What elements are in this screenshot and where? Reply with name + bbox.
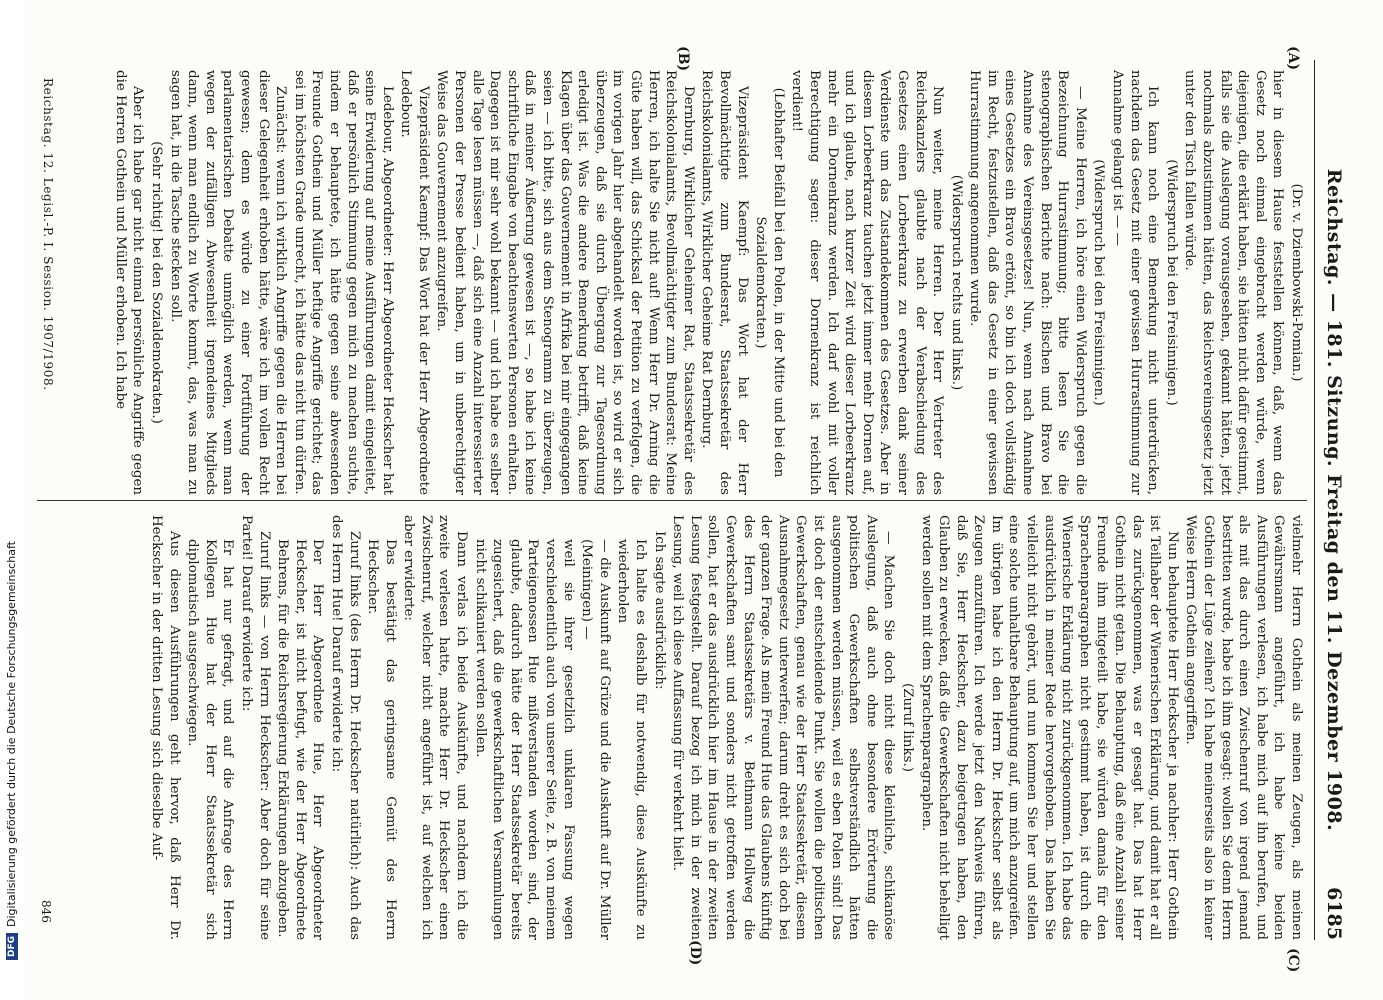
paragraph: Zuruf links — von Herrn Heckscher: Aber doch für seine Partei! Darauf erwiderte ich: — [238, 515, 272, 940]
paragraph: — Machen Sie doch nicht diese kleinliche, schikanöse Auslegung, daß auch ohne besondere Erörterung die politischen Gewerkschaften selbstverständlich hätten ausgenommen werden müssen, weil es eben Polen sind! Das ist doch der entscheidende Punkt. Sie wollen die politischen Gewerkschaften, genau wie der Herr Staatssekretär, diesem Ausnahmegesetz unterwerfen; darum dreht es sich doch bei der ganzen Frage. Als mein Freund Hue das Glaubens künftig des Herrn Staatssekretärs v. Bethmann Hollweg die Gewerkschaften samt und sonders nicht getroffen werden sollen, hat er das ausdrücklich hier im Hause in der zweiten Lesung festgestellt. Darauf bezog ich mich in der zweiten Lesung, weil ich diese Auffassung für verkehrt hielt. — [670, 515, 897, 940]
speaker-paragraph: Dernburg, Wirklicher Geheimer Rat, Staatssekretär des Reichskolonialamts, Bevollmächtigter zum Bundesrat: Meine Herren, ich halte Sie nicht auf! Wenn Herr Dr. Arning die Güte haben will, das Schicksal der Petition zu verfolgen, die im vorigen Jahr hier abgehandelt worden ist, so wird er sich überzeugen, daß sie durch Übergang zur Tagesordnung erledigt ist. Was die andere Bemerkung betrifft, daß keine Klagen über das Gouvernement in Afrika bei mir eingegangen seien — ich bitte, sich aus dem Stenogramm zu überzeugen, daß in meiner Äußerung gewesen ist —, so habe ich keine schriftliche Eingabe von beachtenswerten Personen erhalten. Dagegen ist mir sehr wohl bekannt — und ich habe es selber alle Tage lesen müssen —, daß sich eine Anzahl interessierter Personen der Presse bedient haben, um in unberechtigter Weise das Gouvernement anzugreifen. — [434, 70, 696, 495]
paragraph: Aus diesen Ausführungen geht hervor, daß Herr Dr. Heckscher in der dritten Lesung sich dieselbe Auf- — [149, 515, 182, 940]
paragraph: Nun weiter, meine Herren. Der Herr Vertreter des Reichskanzlers glaubte nach der Verabschiedung des Gesetzes einen Lorbeerkranz zu erwerben dank seiner Verdienste um das Zustandekommen des Gesetzes. Aber in diesem Lorbeerkranz tauchen jetzt immer mehr Dornen auf, und ich glaube, nach kurzer Zeit wird dieser Lorbeerkranz mehr ein Dornenkranz werden. Ich darf wohl mit voller Berechtigung sagen: dieser Dornenkranz ist reichlich verdient! — [789, 70, 946, 495]
speaker-continuation: (Dr. v. Dziembowski-Pomian.) — [1289, 183, 1304, 382]
footer-sheet-number: 846 — [39, 900, 53, 923]
paragraph: Aber ich habe gar nicht einmal persönliche Angriffe gegen die Herren Gothein und Müller erhoben. Ich habe — [112, 70, 146, 495]
header-title: Reichstag. — 181. Sitzung. Freitag den 11. Dezember 1908. — [1323, 168, 1345, 832]
funding-sidebar — [0, 0, 24, 1000]
paragraph: Dann verlas ich beide Auskünfte, und nachdem ich die zweite verlesen hatte, machte Herr Dr. Heckscher einen Zwischenruf, welcher nicht angeführt ist, auf welchen ich aber erwiderte: — [401, 515, 470, 940]
header-page-number: 6185 — [1323, 887, 1345, 940]
page-header — [1314, 60, 1349, 940]
speaker-paragraph: Vizepräsident Kaempf: Das Wort hat der Herr Bevollmächtigte zum Bundesrat, Staatssekretär des Reichskolonialamts, Wirklicher Geheime Rat Dernburg. — [699, 70, 750, 495]
quotation: Er hat nur gefragt, und auf die Anfrage des Herrn Kollegen Hue hat der Herr Staatssekretär sich diplomatisch ausgeschwiegen. — [185, 539, 236, 940]
quotation: Der Herr Abgeordnete Hue, Herr Abgeordneter Heckscher, ist nicht befugt, wie der Herr Abgeordnete Behrens, für die Reichsregierung Erklärungen abzugeben. — [275, 539, 326, 940]
paragraph: Zuruf links (des Herrn Dr. Heckscher natürlich): Auch das des Herrn Hue! Darauf erwiderte ich: — [328, 515, 362, 940]
quotation: — die Auskunft auf Grüze und die Auskunft auf Dr. Müller (Meiningen) — — [579, 539, 612, 940]
paragraph: vielmehr Herrn Gothein als meinen Zeugen, als meinen Gewährsmann angeführt, ich habe keine beiden Ausführungen verlesen, ich habe mich auf ihn berufen, und als mit das durch einen Zwischenruf von irgend jemand bestritten wurde, habe ich ihm gesagt: wollen Sie denn Herrn Gothein der Lüge zeihen? Ich habe meinerseits also in keiner Weise Herrn Gothein angegriffen. — [1183, 515, 1304, 940]
margin-marker-a: (A) — [1285, 46, 1301, 71]
left-column — [35, 70, 1305, 495]
right-column — [35, 515, 1305, 940]
margin-marker-c: (C) — [1285, 948, 1301, 973]
paragraph: Ich sagte ausdrücklich: — [651, 531, 667, 690]
quotation: Ich halte es deshalb für notwendig, diese Auskünfte zu wiederholen — [615, 539, 649, 940]
quotation: weil sie ihrer gesetzlich unklaren Fassung wegen verschiedentlich auch von unserer Seite, z. B. von meinem Parteigenossen Hue mißverstanden worden sind, der glaubte, dadurch hätte der Herr Staatssekretär bereits zugesichert, daß die gewerkschaftlichen Versammlungen nicht schikaniert werden sollen. — [472, 539, 576, 940]
interjection: (Widerspruch bei den Freisinnigen.) — [1091, 159, 1107, 406]
paragraph: Ich kann noch eine Bemerkung nicht unterdrücken, nachdem das Gesetz mit einer gewissen Hurrastimmung zur Annahme gelangt ist — — — [1110, 70, 1161, 495]
speaker-paragraph: Vizepräsident Kaempf: Das Wort hat der Herr Abgeordnete Ledebour. — [398, 70, 431, 495]
paragraph: Nun behauptete Herr Heckscher ja nachher: Herr Gothein ist Teilhaber der Wienerischen Erklärung, und damit hat er all das zurückgenommen, was er gesagt hat. Das hat Herr Gothein nicht getan. Die Behauptung, daß eine Anzahl seiner Freunde ihm mitgeteilt habe, sie würden damals für den Sprachenparagraphen nicht gestimmt haben, ist durch die Wienerische Erklärung nicht zurückgenommen. Ich habe das ausdrücklich in meiner Rede hervorgehoben. Das haben Sie vielleicht nicht gehört, und nun kommen Sie her und stellen eine solche unhaltbare Behauptung auf, um mich anzugreifen. Im übrigen habe ich den Herrn Dr. Heckscher selbst als Zeugen anzuführen. Ich werde jetzt den Nachweis führen, daß Sie, Herr Heckscher, dazu beigetragen haben, den Glauben zu erwecken, daß die Gewerkschaften nicht behelligt werden sollen mit dem Sprachenparagraphen. — [918, 515, 1180, 940]
interjection: (Lebhafter Beifall bei den Polen, in der Mitte und bei den Sozialdemokraten.) — [753, 87, 786, 478]
dfg-logo-icon: DFG — [6, 933, 18, 960]
interjection: (Zuruf links.) — [899, 682, 915, 773]
interjection: (Sehr richtig! bei den Sozialdemokraten.) — [149, 141, 164, 424]
margin-marker-d: (D) — [687, 940, 703, 966]
paragraph: Zunächst: wenn ich wirklich Angriffe gegen die Herren bei dieser Gelegenheit erhoben hätte, wäre ich im vollen Recht gewesen; denn es würde zu einer Fortführung der parlamentarischen Debatte unmöglich werden, wenn man wegen der zufälligen Abwesenheit irgendeines Mitglieds dann, wenn man endlich zu Worte kommt, das, was man zu sagen hat, in die Tasche stecken soll. — [167, 70, 289, 495]
quotation: Das bestätigt das geringsame Gemüt des Herrn Heckscher. — [365, 539, 398, 940]
funding-note — [1, 0, 23, 1000]
paragraph: hier in diesem Hause feststellen können, daß, wenn das Gesetz noch einmal eingebracht werden würde, wenn diejenigen, die erklärt haben, sie hätten nicht dafür gestimmt, falls sie die Auslegung vorausgesehen, gekannt hätten, jetzt nochmals abzustimmen hätten, das Reichsvereinsgesetz jetzt unter den Tisch fallen würde. — [1182, 70, 1286, 495]
interjection: (Widerspruch rechts und links.) — [948, 174, 964, 391]
speaker-paragraph: Ledebour, Abgeordneter: Herr Abgeordneter Heckscher hat seine Erwiderung auf meine Ausführungen damit eingeleitet, daß er persönlich Stimmung gegen mich zu machen suchte, indem er behauptete, ich hätte gegen seine abwesenden Freunde Gothein und Müller heftige Angriffe gerichtet; das sei im höchsten Grade unrecht, ich hätte das nicht tun dürfen. — [291, 70, 395, 495]
interjection: (Widerspruch bei den Freisinnigen.) — [1163, 159, 1179, 406]
footer-session-info: Reichstag. 12. Legisl.-P. I. Session. 1907/1908. — [41, 78, 55, 391]
column-divider — [37, 500, 1307, 501]
margin-marker-b: (B) — [675, 46, 691, 72]
paragraph: — Meine Herren, ich höre einen Widerspruch gegen die Bezeichnung Hurrastimmung; bitte lesen Sie die stenographischen Berichte nach: Bischen und Bravo bei Annahme des Vereinsgesetzes! Nun, wenn nach Annahme eines Gesetzes ein Bravo ertönt, so bin ich doch vollständig im Recht, festzustellen, daß das Gesetz in einer gewissen Hurrastimmung angenommen wurde. — [967, 70, 1088, 495]
funding-text: Digitalisierung gefördert durch die Deutsche Forschungsgemeinschaft — [5, 541, 18, 927]
